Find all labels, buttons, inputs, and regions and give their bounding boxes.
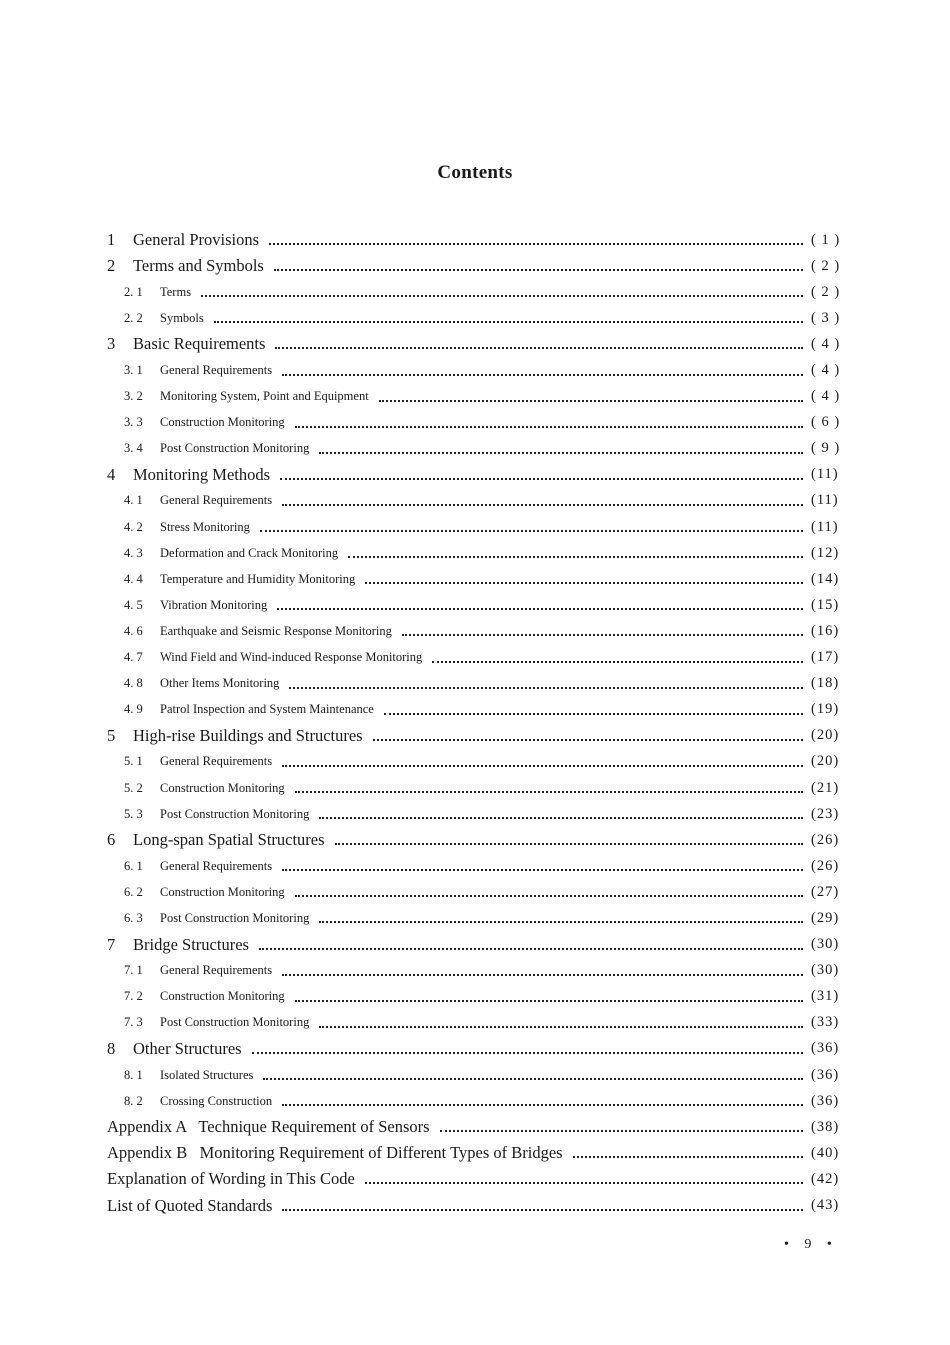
- toc-entry-page: (11): [811, 466, 839, 483]
- toc-entry-page: (20): [811, 753, 840, 770]
- toc-entry-page: (30): [811, 936, 840, 953]
- toc-entry-title: Isolated Structures: [160, 1067, 254, 1082]
- dot-leader: [214, 307, 803, 323]
- toc-entry-page: ( 6 ): [811, 414, 841, 431]
- toc-entry-title: Post Construction Monitoring: [160, 441, 310, 456]
- toc-entry-page: (12): [811, 544, 840, 561]
- toc-entry-number: 3. 3: [124, 415, 143, 430]
- toc-entry-page: ( 2 ): [811, 257, 841, 274]
- toc-entry-page: (14): [811, 570, 840, 587]
- table-of-contents: [107, 227, 847, 1219]
- dot-leader: [402, 620, 803, 636]
- toc-entry-page: (27): [811, 883, 840, 900]
- dot-leader: [282, 855, 803, 871]
- toc-chapter-entry: [107, 932, 847, 958]
- toc-entry-title: Appendix A Technique Requirement of Sensors: [107, 1117, 430, 1137]
- toc-entry-title: List of Quoted Standards: [107, 1195, 273, 1215]
- dot-leader: [319, 803, 803, 819]
- page-title: Contents: [437, 162, 513, 183]
- dot-leader: [277, 594, 803, 610]
- toc-entry-title: General Requirements: [160, 858, 273, 873]
- toc-section-entry: [107, 697, 847, 723]
- toc-entry-title: Bridge Structures: [133, 934, 249, 954]
- toc-entry-page: ( 1 ): [811, 231, 841, 248]
- toc-entry-number: 5: [107, 725, 116, 745]
- toc-chapter-entry: [107, 723, 847, 749]
- toc-entry-title: Long-span Spatial Structures: [133, 830, 325, 850]
- dot-leader: [365, 568, 803, 584]
- dot-leader: [379, 386, 803, 402]
- toc-entry-page: (36): [811, 1092, 840, 1109]
- toc-chapter-entry: [107, 1166, 847, 1192]
- dot-leader: [263, 1064, 803, 1080]
- dot-leader: [289, 673, 803, 689]
- toc-section-entry: [107, 410, 847, 436]
- toc-entry-title: High-rise Buildings and Structures: [133, 725, 363, 745]
- toc-chapter-entry: [107, 331, 847, 357]
- toc-entry-title: Other Structures: [133, 1038, 242, 1058]
- toc-entry-title: Temperature and Humidity Monitoring: [160, 571, 356, 586]
- toc-entry-title: Monitoring System, Point and Equipment: [160, 389, 369, 404]
- toc-section-entry: [107, 357, 847, 383]
- toc-entry-page: (19): [811, 701, 840, 718]
- toc-entry-number: 7. 1: [124, 963, 143, 978]
- toc-entry-number: 4. 2: [124, 519, 143, 534]
- toc-section-entry: [107, 879, 847, 905]
- toc-entry-title: Construction Monitoring: [160, 415, 285, 430]
- dot-leader: [384, 699, 803, 715]
- toc-chapter-entry: [107, 1114, 847, 1140]
- toc-section-entry: [107, 514, 847, 540]
- toc-entry-page: (30): [811, 962, 840, 979]
- dot-leader: [282, 1090, 803, 1106]
- toc-entry-title: General Requirements: [160, 363, 273, 378]
- toc-entry-number: 4. 4: [124, 571, 143, 586]
- toc-entry-page: (36): [811, 1066, 840, 1083]
- toc-section-entry: [107, 305, 847, 331]
- toc-entry-page: (29): [811, 909, 840, 926]
- toc-entry-title: General Requirements: [160, 754, 273, 769]
- toc-entry-page: ( 3 ): [811, 309, 841, 326]
- toc-entry-page: (20): [811, 727, 840, 744]
- dot-leader: [282, 360, 803, 376]
- toc-entry-number: 5. 1: [124, 754, 143, 769]
- dot-leader: [295, 881, 803, 897]
- toc-entry-page: ( 4 ): [811, 388, 841, 405]
- toc-entry-title: General Provisions: [133, 230, 260, 250]
- toc-entry-page: (36): [811, 1040, 840, 1057]
- toc-entry-number: 4. 6: [124, 623, 143, 638]
- toc-section-entry: [107, 1062, 847, 1088]
- dot-leader: [275, 333, 803, 349]
- toc-entry-number: 8: [107, 1038, 116, 1058]
- toc-section-entry: [107, 1088, 847, 1114]
- toc-entry-number: 6. 2: [124, 884, 143, 899]
- toc-entry-number: 1: [107, 230, 116, 250]
- toc-entry-title: Terms and Symbols: [133, 256, 264, 276]
- toc-entry-page: (15): [811, 596, 840, 613]
- toc-entry-number: 4. 9: [124, 702, 143, 717]
- toc-entry-number: 2. 1: [124, 284, 143, 299]
- toc-entry-number: 4. 1: [124, 493, 143, 508]
- toc-section-entry: [107, 384, 847, 410]
- toc-entry-number: 7. 2: [124, 989, 143, 1004]
- toc-entry-title: Post Construction Monitoring: [160, 1015, 310, 1030]
- dot-leader: [373, 725, 803, 741]
- toc-chapter-entry: [107, 462, 847, 488]
- toc-chapter-entry: [107, 1140, 847, 1166]
- toc-entry-page: (18): [811, 675, 840, 692]
- dot-leader: [319, 438, 803, 454]
- toc-chapter-entry: [107, 827, 847, 853]
- toc-entry-number: 6: [107, 830, 116, 850]
- toc-entry-number: 4. 7: [124, 650, 143, 665]
- toc-entry-page: ( 4 ): [811, 362, 841, 379]
- dot-leader: [432, 647, 803, 663]
- toc-entry-page: (11): [811, 518, 839, 535]
- toc-section-entry: [107, 436, 847, 462]
- dot-leader: [252, 1038, 803, 1054]
- dot-leader: [335, 829, 803, 845]
- toc-entry-title: Basic Requirements: [133, 334, 266, 354]
- toc-entry-title: Construction Monitoring: [160, 884, 285, 899]
- toc-entry-title: Other Items Monitoring: [160, 676, 280, 691]
- toc-entry-number: 5. 3: [124, 806, 143, 821]
- toc-entry-title: Symbols: [160, 310, 204, 325]
- toc-entry-number: 7: [107, 934, 116, 954]
- dot-leader: [319, 1012, 803, 1028]
- page-number: • 9 •: [784, 1237, 838, 1252]
- toc-entry-page: (42): [811, 1170, 840, 1187]
- toc-entry-page: (11): [811, 492, 839, 509]
- toc-section-entry: [107, 775, 847, 801]
- dot-leader: [319, 907, 803, 923]
- toc-section-entry: [107, 853, 847, 879]
- dot-leader: [573, 1142, 803, 1158]
- toc-entry-page: (31): [811, 988, 840, 1005]
- toc-section-entry: [107, 592, 847, 618]
- toc-section-entry: [107, 279, 847, 305]
- toc-chapter-entry: [107, 253, 847, 279]
- toc-entry-page: (40): [811, 1144, 840, 1161]
- toc-section-entry: [107, 618, 847, 644]
- toc-entry-number: 5. 2: [124, 780, 143, 795]
- toc-entry-number: 3. 4: [124, 441, 143, 456]
- dot-leader: [282, 490, 803, 506]
- dot-leader: [295, 412, 803, 428]
- toc-entry-title: Patrol Inspection and System Maintenance: [160, 702, 374, 717]
- toc-entry-title: Deformation and Crack Monitoring: [160, 545, 339, 560]
- toc-entry-number: 4. 3: [124, 545, 143, 560]
- toc-entry-page: (33): [811, 1014, 840, 1031]
- toc-entry-number: 2: [107, 256, 116, 276]
- dot-leader: [365, 1168, 803, 1184]
- toc-entry-number: 8. 1: [124, 1067, 143, 1082]
- toc-section-entry: [107, 984, 847, 1010]
- toc-entry-page: (21): [811, 779, 840, 796]
- toc-entry-title: Construction Monitoring: [160, 989, 285, 1004]
- toc-entry-number: 6. 1: [124, 858, 143, 873]
- toc-entry-title: Post Construction Monitoring: [160, 910, 310, 925]
- dot-leader: [201, 281, 803, 297]
- toc-entry-page: ( 4 ): [811, 335, 841, 352]
- toc-section-entry: [107, 749, 847, 775]
- toc-chapter-entry: [107, 227, 847, 253]
- toc-entry-number: 4. 5: [124, 597, 143, 612]
- dot-leader: [260, 516, 803, 532]
- dot-leader: [259, 934, 803, 950]
- toc-entry-number: 7. 3: [124, 1015, 143, 1030]
- toc-entry-page: (16): [811, 622, 840, 639]
- toc-entry-title: General Requirements: [160, 493, 273, 508]
- dot-leader: [295, 986, 803, 1002]
- toc-entry-title: Earthquake and Seismic Response Monitoring: [160, 623, 392, 638]
- toc-section-entry: [107, 671, 847, 697]
- toc-entry-number: 8. 2: [124, 1093, 143, 1108]
- toc-entry-title: Construction Monitoring: [160, 780, 285, 795]
- toc-section-entry: [107, 566, 847, 592]
- toc-entry-number: 3. 2: [124, 389, 143, 404]
- dot-leader: [282, 960, 803, 976]
- toc-entry-page: (38): [811, 1118, 840, 1135]
- dot-leader: [269, 229, 803, 245]
- toc-entry-page: (26): [811, 857, 840, 874]
- toc-section-entry: [107, 905, 847, 931]
- dot-leader: [280, 464, 803, 480]
- dot-leader: [440, 1116, 803, 1132]
- toc-entry-number: 3. 1: [124, 363, 143, 378]
- toc-chapter-entry: [107, 1192, 847, 1218]
- toc-entry-title: Post Construction Monitoring: [160, 806, 310, 821]
- toc-entry-number: 3: [107, 334, 116, 354]
- toc-entry-page: (17): [811, 649, 840, 666]
- dot-leader: [274, 255, 803, 271]
- toc-section-entry: [107, 958, 847, 984]
- toc-section-entry: [107, 1010, 847, 1036]
- toc-entry-page: (23): [811, 805, 840, 822]
- dot-leader: [282, 751, 803, 767]
- toc-section-entry: [107, 488, 847, 514]
- toc-entry-title: Crossing Construction: [160, 1093, 273, 1108]
- toc-entry-title: Vibration Monitoring: [160, 597, 268, 612]
- toc-entry-title: Terms: [160, 284, 192, 299]
- toc-entry-number: 4. 8: [124, 676, 143, 691]
- toc-entry-title: General Requirements: [160, 963, 273, 978]
- toc-chapter-entry: [107, 1036, 847, 1062]
- dot-leader: [295, 777, 803, 793]
- toc-entry-number: 2. 2: [124, 310, 143, 325]
- toc-entry-title: Explanation of Wording in This Code: [107, 1169, 355, 1189]
- toc-section-entry: [107, 540, 847, 566]
- toc-section-entry: [107, 801, 847, 827]
- toc-entry-page: (26): [811, 831, 840, 848]
- dot-leader: [282, 1195, 803, 1211]
- toc-entry-page: (43): [811, 1197, 840, 1214]
- toc-section-entry: [107, 645, 847, 671]
- toc-entry-title: Wind Field and Wind-induced Response Monitoring: [160, 650, 423, 665]
- toc-entry-title: Appendix B Monitoring Requirement of Different Types of Bridges: [107, 1143, 563, 1163]
- toc-entry-number: 6. 3: [124, 910, 143, 925]
- toc-entry-number: 4: [107, 464, 116, 484]
- toc-entry-page: ( 2 ): [811, 283, 841, 300]
- toc-entry-title: Monitoring Methods: [133, 464, 271, 484]
- dot-leader: [348, 542, 803, 558]
- toc-entry-title: Stress Monitoring: [160, 519, 250, 534]
- toc-entry-page: ( 9 ): [811, 440, 841, 457]
